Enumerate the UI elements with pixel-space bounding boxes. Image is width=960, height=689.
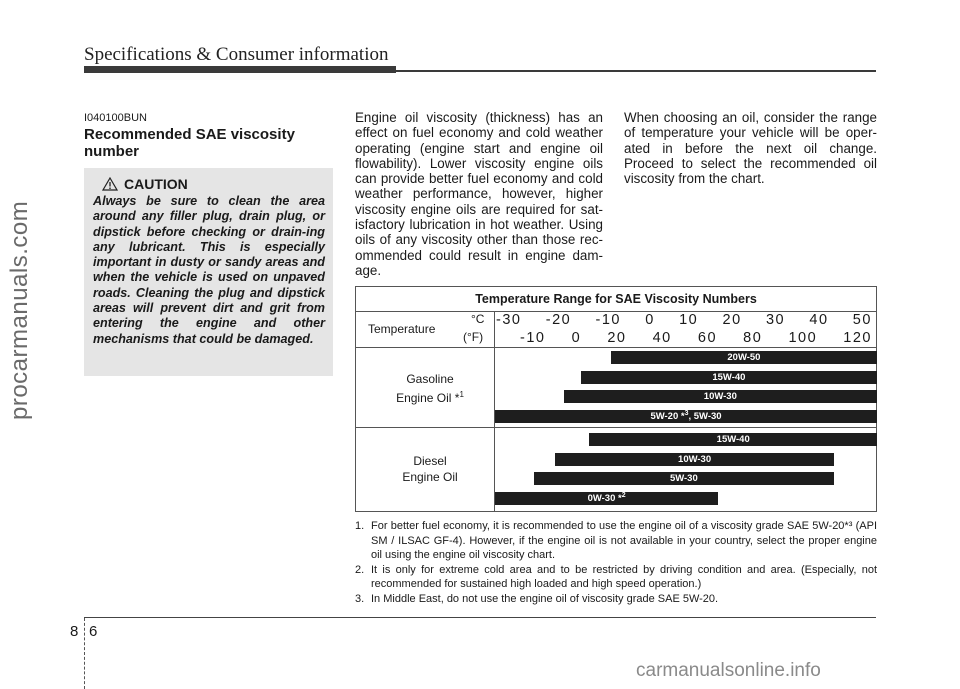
gasoline-label-text: Engine Oil * xyxy=(396,391,460,405)
header-rule-thick xyxy=(84,66,396,73)
celsius-tick: -10 xyxy=(595,312,621,328)
viscosity-band xyxy=(589,433,877,446)
viscosity-band xyxy=(534,472,834,485)
celsius-tick: -30 xyxy=(496,312,522,328)
caution-box xyxy=(84,168,333,376)
celsius-tick: 40 xyxy=(809,312,829,328)
note-text: For better fuel economy, it is recommended to use the engine oil of a viscosity grade SAE 5W-20*³ (API SM / ILSAC GF-4). However, if the engine oil is not available in your country, select the proper engine oil using the engine oil viscosity chart. xyxy=(371,520,877,561)
celsius-tick: 0 xyxy=(645,312,655,328)
band-label: 10W-30 xyxy=(678,453,712,465)
band-label: 20W-50 xyxy=(727,352,761,363)
fahrenheit-tick: 60 xyxy=(697,330,718,346)
band-label: 0W-30 * xyxy=(587,492,622,504)
viscosity-band xyxy=(495,410,877,423)
celsius-tick: -20 xyxy=(545,312,572,328)
section-number: 8 xyxy=(70,623,79,640)
fahrenheit-tick: 80 xyxy=(743,330,763,346)
note-item xyxy=(355,519,877,563)
side-watermark: procarmanuals.com xyxy=(6,200,33,420)
warning-triangle-icon xyxy=(102,177,118,191)
note-item xyxy=(355,563,877,592)
viscosity-band xyxy=(611,351,877,364)
celsius-tick: 30 xyxy=(765,312,786,328)
band-label-suffix: , 5W-30 xyxy=(688,410,722,422)
note-text: In Middle East, do not use the engine oil of viscosity grade SAE 5W-20. xyxy=(371,592,719,605)
band-label: 5W-20 * xyxy=(650,410,685,422)
band-label: 5W-30 xyxy=(669,473,698,484)
chart-title: Temperature Range for SAE Viscosity Numbers xyxy=(475,292,757,306)
fahrenheit-tick: 40 xyxy=(652,330,672,346)
section-code: I040100BUN xyxy=(84,112,147,124)
oil-choice-text: When choosing an oil, consider the range of temperature your vehicle will be oper-ated in before the next oil change. Proceed to select the recommended oil viscosity from the chart. xyxy=(624,110,877,187)
page-header-title: Specifications & Consumer information xyxy=(84,44,389,65)
viscosity-band xyxy=(495,492,718,505)
note-number: 3. xyxy=(355,592,365,605)
band-label-sup: 2 xyxy=(621,491,626,499)
celsius-tick: 10 xyxy=(679,312,699,328)
celsius-tick: 50 xyxy=(852,312,872,328)
fahrenheit-unit: (°F) xyxy=(463,330,484,344)
fahrenheit-tick: 100 xyxy=(788,330,818,346)
viscosity-band xyxy=(564,390,877,403)
celsius-tick: 20 xyxy=(722,312,742,328)
band-label: 15W-40 xyxy=(712,371,746,383)
gasoline-label xyxy=(366,371,494,406)
note-item xyxy=(355,592,877,607)
fahrenheit-tick: 0 xyxy=(571,330,582,346)
caution-text: Always be sure to clean the area around any filler plug, drain plug, or dipstick before checking or drain-ing any lubricant. This is especially important in dusty or sandy areas and when the vehicle is used on unpaved roads. Cleaning the plug and dipstick areas will prevent dirt and grit from entering the engine and other mechanisms that could be damaged. xyxy=(93,194,325,346)
viscosity-chart xyxy=(355,286,877,512)
chart-notes xyxy=(355,519,877,606)
note-number: 2. xyxy=(355,563,365,576)
header-rule-thin xyxy=(396,70,876,72)
gasoline-label-line1: Gasoline xyxy=(406,372,454,386)
band-label: 15W-40 xyxy=(716,434,750,445)
band-label: 10W-30 xyxy=(703,391,737,402)
caution-header xyxy=(102,176,325,192)
bottom-watermark: carmanualsonline.info xyxy=(636,660,821,681)
note-text: It is only for extreme cold area and to be restricted by driving condition and area. (Especially, not recommended for sustained high loaded and high speed operation.) xyxy=(371,563,877,590)
fahrenheit-scale xyxy=(520,329,872,347)
diesel-label-line2: Engine Oil xyxy=(402,470,458,484)
band-label-sup: 3 xyxy=(684,409,689,417)
fahrenheit-tick: -10 xyxy=(520,330,546,346)
page-number: 6 xyxy=(89,623,98,640)
chart-scale-divider xyxy=(356,347,876,348)
section-heading: Recommended SAE viscosity number xyxy=(84,126,295,160)
gasoline-label-line2 xyxy=(366,387,494,406)
fahrenheit-tick: 120 xyxy=(843,330,872,346)
note-number: 1. xyxy=(355,520,365,532)
viscosity-band xyxy=(581,371,877,384)
celsius-scale xyxy=(496,311,872,329)
footer-divider xyxy=(84,618,85,689)
viscosity-band xyxy=(555,453,834,466)
temperature-label: Temperature xyxy=(368,322,436,336)
caution-title: CAUTION xyxy=(124,176,188,192)
viscosity-explanation-text: Engine oil viscosity (thickness) has an effect on fuel economy and cold weather operating (engine start and engine oil flowability). Lower viscosity engine oils can provide better fuel economy and cold weather performance, however, higher viscosity engine oils are required for sat-isfactory lubrication in hot weather. Using oils of any viscosity other than those rec-ommended could result in engine dam-age. xyxy=(355,110,603,278)
diesel-label-line1: Diesel xyxy=(413,454,447,468)
chart-group-divider xyxy=(356,427,876,428)
footer-rule xyxy=(84,617,876,618)
fahrenheit-tick: 20 xyxy=(607,330,627,346)
diesel-label xyxy=(366,453,494,485)
celsius-unit: °C xyxy=(471,312,485,326)
gasoline-label-sup: 1 xyxy=(459,390,464,399)
